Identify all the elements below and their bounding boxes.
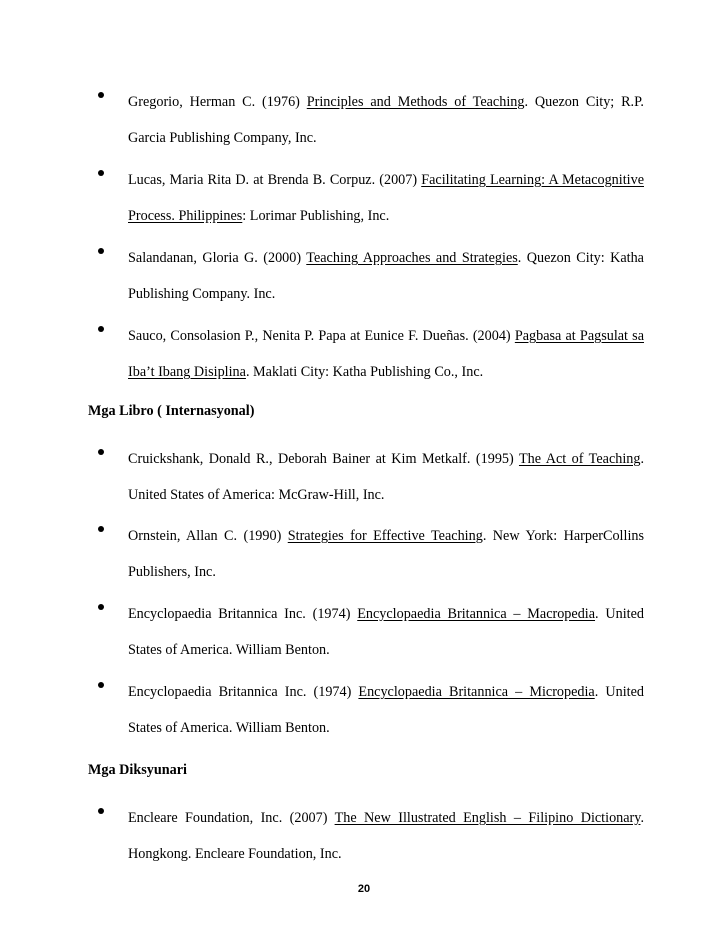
bullet-icon (98, 808, 104, 814)
bibliography-entry (92, 518, 644, 590)
entry-title: The Act of Teaching (518, 451, 641, 467)
entry-text: Encleare Foundation, Inc. (2007) The New Illustrated English – Filipino Dictionary. Hongkong. Encleare Foundation, Inc. (128, 810, 644, 862)
entry-title: The New Illustrated English – Filipino Dictionary (334, 810, 641, 826)
entry-text: Gregorio, Herman C. (1976) Principles and Methods of Teaching. Quezon City; R.P. Garcia Publishing Company, Inc. (128, 94, 644, 146)
section-heading-international: Mga Libro ( Internasyonal) (88, 403, 255, 419)
entry-title: Facilitating Learning: A Metacognitive Process. Philippines (128, 172, 644, 224)
bibliography-entry (92, 596, 644, 668)
entry-text: Encyclopaedia Britannica Inc. (1974) Encyclopaedia Britannica – Micropedia. United States of America. William Benton. (128, 684, 644, 736)
entry-title: Pagbasa at Pagsulat sa Iba’t Ibang Disiplina (128, 328, 644, 380)
entry-title: Encyclopaedia Britannica – Micropedia (358, 684, 595, 700)
bibliography-entry (92, 318, 644, 390)
bullet-icon (98, 682, 104, 688)
bibliography-entry (92, 162, 644, 234)
bibliography-entry (92, 674, 644, 746)
bullet-icon (98, 92, 104, 98)
entry-text: Lucas, Maria Rita D. at Brenda B. Corpuz. (2007) Facilitating Learning: A Metacognitive Process. Philippines: Lorimar Publishing, Inc. (128, 172, 644, 224)
bibliography-entry (92, 441, 644, 513)
entry-title: Encyclopaedia Britannica – Macropedia (357, 606, 596, 622)
bullet-icon (98, 170, 104, 176)
entry-text: Encyclopaedia Britannica Inc. (1974) Encyclopaedia Britannica – Macropedia. United States of America. William Benton. (128, 606, 644, 658)
entry-title: Strategies for Effective Teaching (287, 528, 483, 544)
entry-text: Sauco, Consolasion P., Nenita P. Papa at Eunice F. Dueñas. (2004) Pagbasa at Pagsulat sa Iba’t Ibang Disiplina. Maklati City: Katha Publishing Co., Inc. (128, 328, 644, 380)
entry-text: Ornstein, Allan C. (1990) Strategies for Effective Teaching. New York: HarperCollins Publishers, Inc. (128, 528, 644, 580)
bibliography-entry (92, 240, 644, 312)
bullet-icon (98, 326, 104, 332)
entry-text: Cruickshank, Donald R., Deborah Bainer at Kim Metkalf. (1995) The Act of Teaching. United States of America: McGraw-Hill, Inc. (128, 451, 645, 503)
bullet-icon (98, 604, 104, 610)
entry-text: Salandanan, Gloria G. (2000) Teaching Approaches and Strategies. Quezon City: Katha Publishing Company. Inc. (128, 250, 644, 302)
entry-title: Principles and Methods of Teaching (306, 94, 525, 110)
bibliography-entry (92, 800, 644, 872)
bibliography-entry (92, 84, 644, 156)
page-number: 20 (357, 883, 371, 895)
bullet-icon (98, 248, 104, 254)
bullet-icon (98, 526, 104, 532)
entry-title: Teaching Approaches and Strategies (306, 250, 518, 266)
section-heading-dictionaries: Mga Diksyunari (88, 762, 187, 778)
bullet-icon (98, 449, 104, 455)
